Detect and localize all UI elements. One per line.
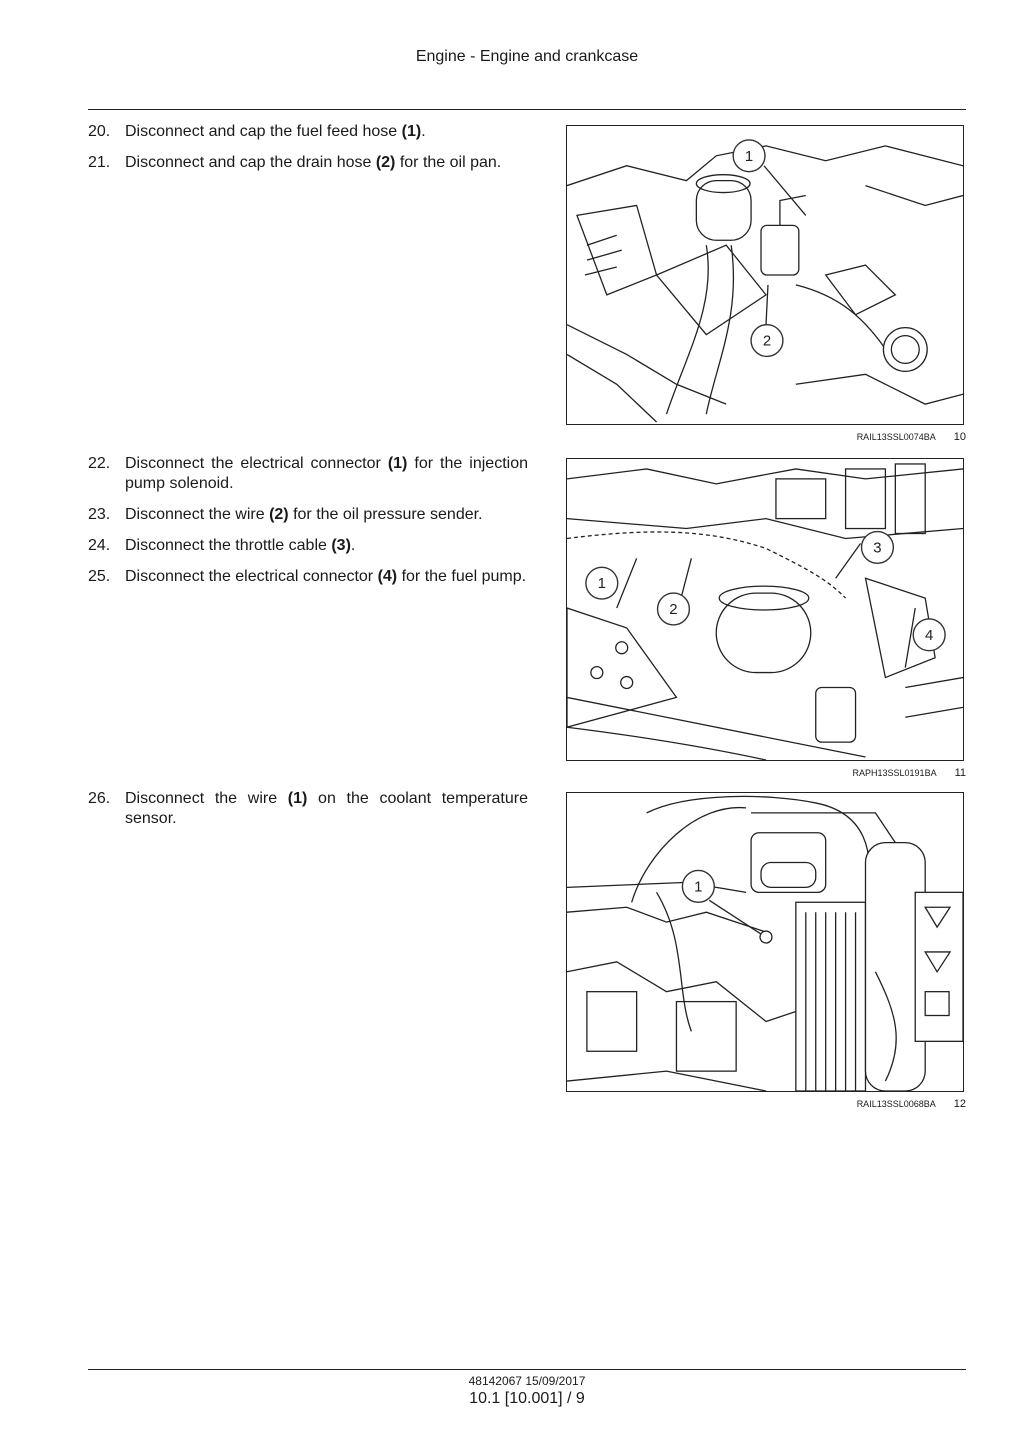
step-23 — [88, 505, 528, 525]
svg-text:1: 1 — [744, 148, 754, 165]
step-text: Disconnect the electrical connector (4) for the fuel pump. — [125, 568, 527, 585]
svg-text:2: 2 — [669, 601, 678, 618]
steps-group-2 — [88, 454, 528, 598]
step-number: 24. — [88, 537, 111, 554]
figure-code: RAIL13SSL0074BA — [856, 432, 936, 442]
figure-code: RAIL13SSL0068BA — [856, 1099, 936, 1109]
engine-illustration-3 — [567, 793, 963, 1091]
figure-number: 10 — [953, 431, 966, 443]
figure-11-injection-pump — [566, 458, 964, 761]
footer-page-number: 10.1 [10.001] / 9 — [469, 1390, 585, 1407]
step-number: 22. — [88, 455, 111, 472]
figure-11-caption — [566, 767, 966, 779]
figure-code: RAPH13SSL0191BA — [852, 768, 937, 778]
header-rule — [88, 109, 966, 110]
page-header-title: Engine - Engine and crankcase — [415, 48, 639, 65]
svg-text:4: 4 — [925, 627, 934, 644]
figure-number: 11 — [954, 767, 966, 779]
step-number: 20. — [88, 123, 111, 140]
step-text: Disconnect the wire (1) on the coolant temperature sensor. — [125, 790, 529, 827]
callout-2 — [751, 325, 783, 357]
figure-12-caption — [566, 1098, 966, 1110]
footer-document-id: 48142067 15/09/2017 — [468, 1374, 586, 1388]
engine-illustration-2 — [567, 459, 963, 760]
figure-10-engine-fuel-filter — [566, 125, 964, 425]
svg-text:2: 2 — [762, 333, 772, 350]
callout-3 — [862, 532, 894, 564]
step-text: Disconnect the throttle cable (3). — [125, 537, 356, 554]
callout-1 — [733, 140, 765, 172]
figure-10-caption — [566, 431, 966, 443]
footer-rule — [88, 1369, 966, 1370]
steps-group-1 — [88, 122, 528, 184]
step-number: 26. — [88, 790, 111, 807]
svg-text:3: 3 — [873, 540, 882, 557]
step-number: 25. — [88, 568, 111, 585]
step-text: Disconnect and cap the fuel feed hose (1). — [125, 123, 426, 140]
step-text: Disconnect the electrical connector (1) for the injection pump solenoid. — [125, 455, 529, 492]
step-number: 21. — [88, 154, 111, 171]
svg-text:1: 1 — [694, 879, 703, 896]
figure-number: 12 — [953, 1098, 966, 1110]
step-20 — [88, 122, 528, 142]
step-24 — [88, 536, 528, 556]
figure-12-coolant-sensor — [566, 792, 964, 1092]
step-25 — [88, 567, 528, 587]
steps-group-3 — [88, 789, 528, 840]
callout-1 — [586, 567, 618, 599]
step-26 — [88, 789, 528, 829]
step-text: Disconnect the wire (2) for the oil pressure sender. — [125, 506, 483, 523]
callout-2 — [658, 593, 690, 625]
step-number: 23. — [88, 506, 111, 523]
svg-text:1: 1 — [597, 576, 606, 593]
engine-illustration-1 — [567, 126, 963, 424]
callout-4 — [913, 619, 945, 651]
step-21 — [88, 153, 528, 173]
step-text: Disconnect and cap the drain hose (2) for the oil pan. — [125, 154, 502, 171]
callout-1 — [682, 870, 714, 902]
step-22 — [88, 454, 528, 494]
